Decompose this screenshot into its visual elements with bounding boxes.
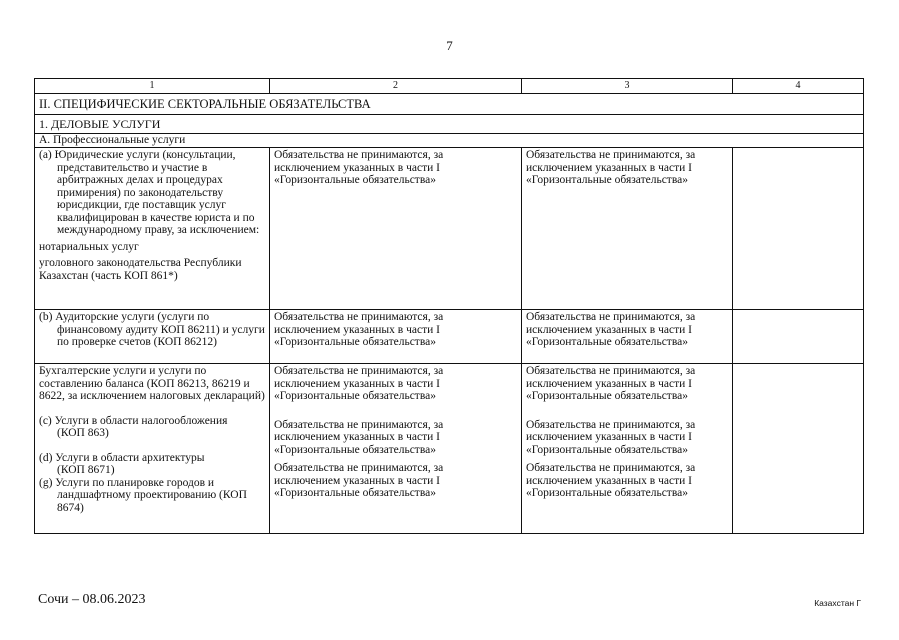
service-description-cell	[35, 364, 270, 534]
table-row	[35, 148, 864, 310]
commitment-line: исключением указанных в части I	[274, 323, 440, 336]
commitment-line: «Горизонтальные обязательства»	[526, 443, 688, 456]
commitment-line: «Горизонтальные обязательства»	[274, 487, 436, 499]
national-treatment-cell	[522, 364, 733, 534]
national-treatment-cell	[522, 310, 733, 364]
service-body: (КОП 863)	[57, 427, 109, 439]
footer-place-date: Сочи – 08.06.2023	[38, 592, 146, 607]
additional-commitments-cell	[733, 310, 864, 364]
national-treatment-cell	[522, 148, 733, 310]
market-access-cell	[270, 148, 522, 310]
section-title: II. СПЕЦИФИЧЕСКИЕ СЕКТОРАЛЬНЫЕ ОБЯЗАТЕЛЬСТВА	[35, 94, 864, 115]
commitment-line: Обязательства не принимаются, за	[274, 418, 444, 431]
service-description-cell	[35, 148, 270, 310]
service-lead: (d) Услуги в области архитектуры	[39, 451, 205, 464]
column-number-1: 1	[35, 79, 270, 94]
service-text: Бухгалтерские услуги и услуги по составлению баланса (КОП 86213, 86219 и 8622, за исключением налоговых деклараций)	[39, 365, 265, 402]
commitment-line: Обязательства не принимаются, за	[274, 365, 444, 377]
commitment-line: «Горизонтальные обязательства»	[526, 174, 688, 186]
column-number-4: 4	[733, 79, 864, 94]
table-row	[35, 310, 864, 364]
commitment-line: Обязательства не принимаются, за	[526, 418, 696, 431]
commitments-table	[34, 78, 864, 534]
commitment-line: исключением указанных в части I	[274, 161, 440, 174]
commitment-line: Обязательства не принимаются, за	[274, 462, 444, 474]
commitment-line: исключением указанных в части I	[274, 474, 440, 487]
exception-item: уголовного законодательства Республики Казахстан (часть КОП 861*)	[39, 257, 242, 282]
table-row	[35, 364, 864, 534]
commitment-line: Обязательства не принимаются, за	[526, 149, 696, 161]
service-lead: (а) Юридические услуги (консультации,	[39, 149, 236, 161]
additional-commitments-cell	[733, 148, 864, 310]
commitment-line: «Горизонтальные обязательства»	[274, 390, 436, 402]
commitment-line: Обязательства не принимаются, за	[526, 365, 696, 377]
service-lead: (с) Услуги в области налогообложения	[39, 414, 228, 427]
commitment-line: исключением указанных в части I	[526, 431, 692, 443]
commitment-line: «Горизонтальные обязательства»	[274, 336, 436, 348]
service-body: финансовому аудиту КОП 86211) и услуги по проверке счетов (КОП 86212)	[57, 323, 265, 348]
page-number: 7	[446, 38, 453, 53]
column-number-2: 2	[270, 79, 522, 94]
column-number-3: 3	[522, 79, 733, 94]
subsubsection-title: А. Профессиональные услуги	[35, 134, 864, 148]
commitment-line: Обязательства не принимаются, за	[526, 462, 696, 474]
commitment-line: Обязательства не принимаются, за	[274, 311, 444, 323]
subsubsection-row	[35, 134, 864, 148]
subsection-row	[35, 115, 864, 134]
footer-country-mark: Казахстан Г	[814, 598, 861, 608]
subsection-title: 1. ДЕЛОВЫЕ УСЛУГИ	[35, 115, 864, 134]
commitment-line: исключением указанных в части I	[274, 377, 440, 390]
commitment-line: «Горизонтальные обязательства»	[274, 443, 436, 456]
commitment-line: «Горизонтальные обязательства»	[274, 174, 436, 186]
commitment-line: Обязательства не принимаются, за	[274, 149, 444, 161]
service-lead: (b) Аудиторские услуги (услуги по	[39, 311, 210, 323]
column-number-row	[35, 79, 864, 94]
service-body: (КОП 8671)	[57, 464, 115, 476]
commitment-line: «Горизонтальные обязательства»	[526, 336, 688, 348]
service-body: представительство и участие в арбитражных делах и процедурах примирения) по законодательству юрисдикции, где поставщик услуг квалифицирован в качестве юриста и по международному праву, за исключением:	[57, 161, 260, 236]
additional-commitments-cell	[733, 364, 864, 534]
commitment-line: «Горизонтальные обязательства»	[526, 390, 688, 402]
commitment-line: исключением указанных в части I	[526, 377, 692, 390]
commitment-line: исключением указанных в части I	[526, 323, 692, 336]
service-lead: (g) Услуги по планировке городов и	[39, 476, 215, 489]
market-access-cell	[270, 364, 522, 534]
commitment-line: исключением указанных в части I	[526, 161, 692, 174]
commitment-line: исключением указанных в части I	[526, 474, 692, 487]
commitment-line: исключением указанных в части I	[274, 431, 440, 443]
service-description-cell	[35, 310, 270, 364]
commitment-line: Обязательства не принимаются, за	[526, 311, 696, 323]
section-row	[35, 94, 864, 115]
service-body: ландшафтному проектированию (КОП 8674)	[57, 489, 247, 514]
exception-item: нотариальных услуг	[39, 240, 139, 253]
commitment-line: «Горизонтальные обязательства»	[526, 487, 688, 499]
market-access-cell	[270, 310, 522, 364]
